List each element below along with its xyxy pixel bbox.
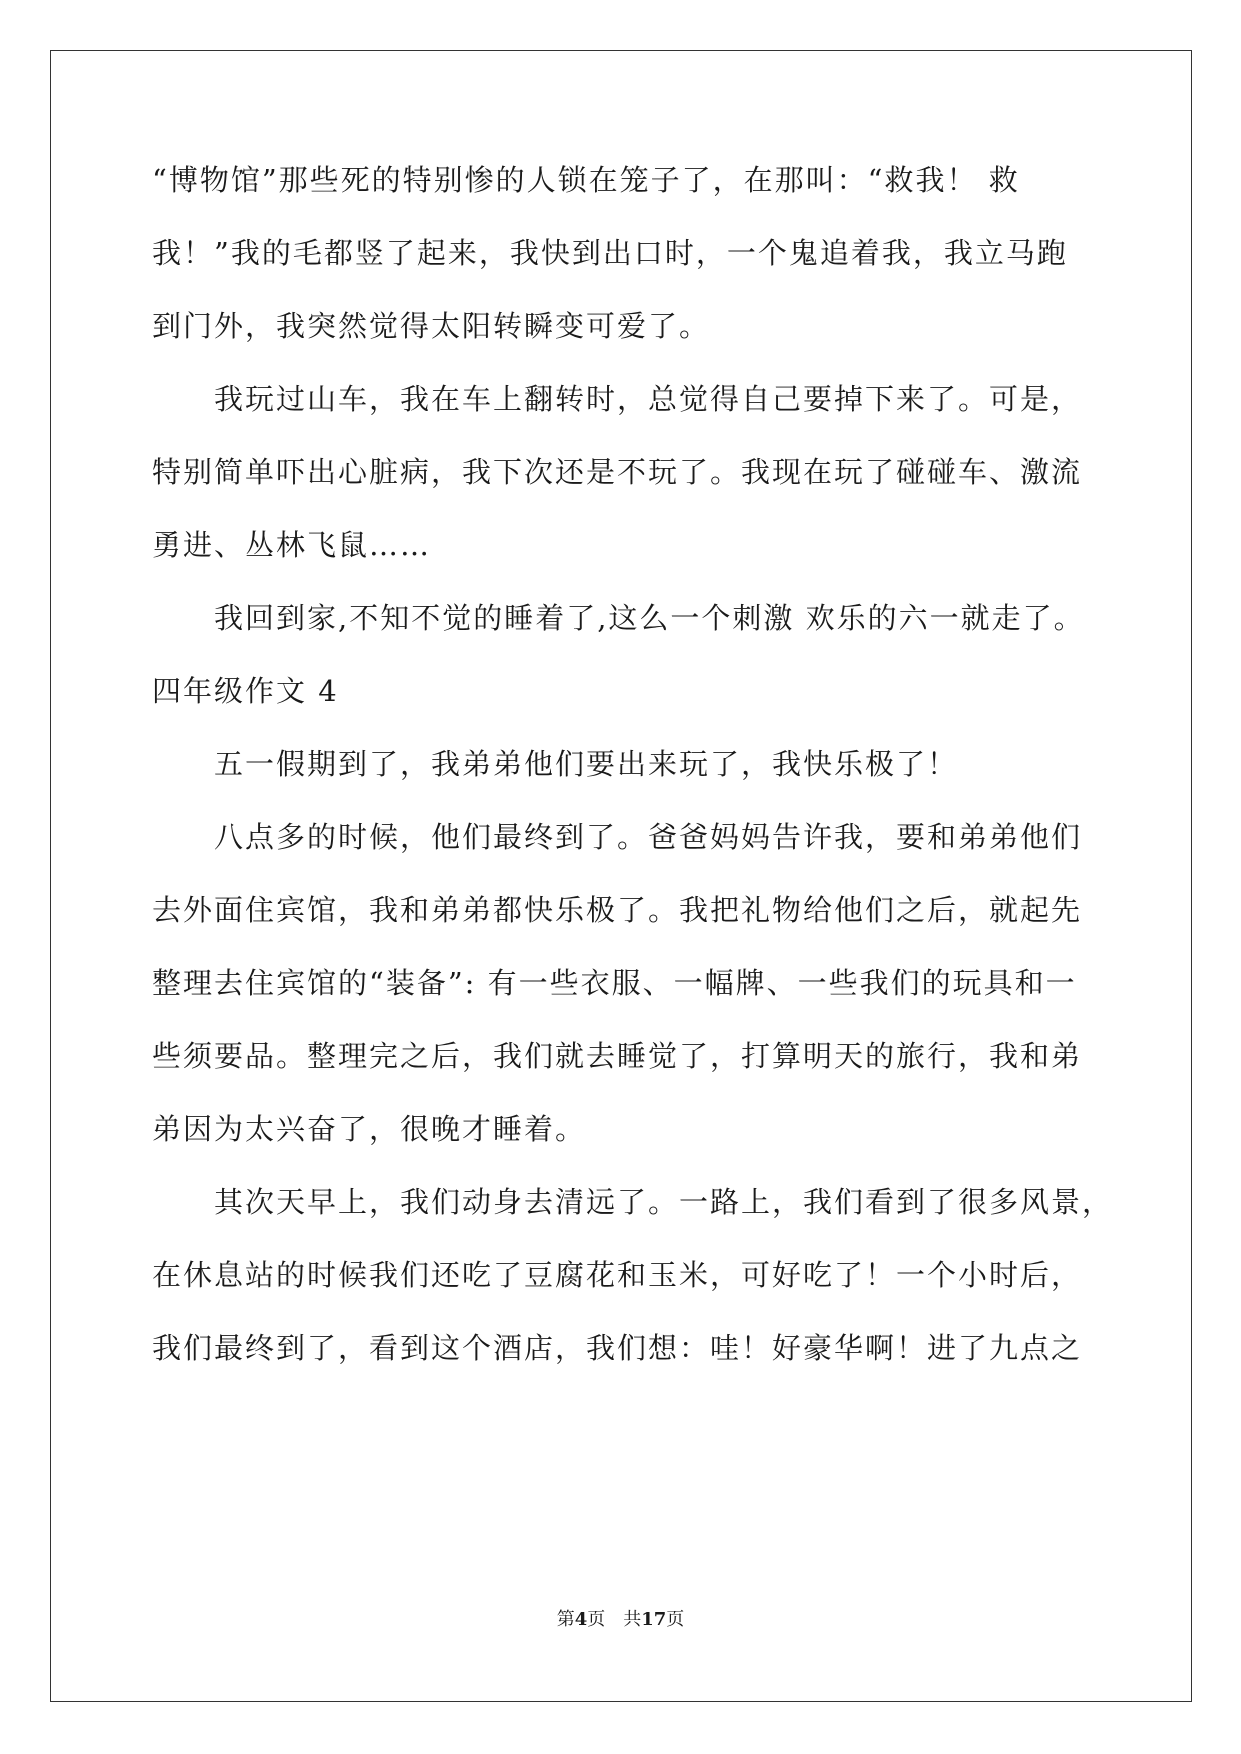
page-label-suffix: 页	[587, 1609, 606, 1630]
total-pages: 17	[641, 1609, 667, 1630]
text-line: 勇进、丛林飞鼠……	[152, 528, 432, 562]
section-heading: 四年级作文 4	[152, 674, 339, 708]
text-line: 些须要品。整理完之后，我们就去睡觉了，打算明天的旅行，我和弟	[152, 1039, 1083, 1073]
paragraph-start-line: 其次天早上，我们动身去清远了。一路上，我们看到了很多风景，	[214, 1185, 1114, 1219]
total-label-suffix: 页	[666, 1609, 685, 1630]
text-line: 到门外，我突然觉得太阳转瞬变可爱了。	[152, 309, 711, 343]
text-line: 去外面住宾馆，我和弟弟都快乐极了。我把礼物给他们之后，就起先	[152, 893, 1083, 927]
paragraph-start-line: 我玩过山车，我在车上翻转时，总觉得自己要掉下来了。可是，	[214, 382, 1083, 416]
page-border	[50, 50, 1192, 1702]
paragraph-start-line: 八点多的时候，他们最终到了。爸爸妈妈告许我，要和弟弟他们	[214, 820, 1083, 854]
text-line: 弟因为太兴奋了，很晚才睡着。	[152, 1112, 587, 1146]
page-number: 4	[574, 1609, 588, 1630]
page-footer	[0, 1608, 1241, 1632]
text-line: 特别简单吓出心脏病，我下次还是不玩了。我现在玩了碰碰车、激流	[152, 455, 1083, 489]
text-line: 在休息站的时候我们还吃了豆腐花和玉米，可好吃了！一个小时后，	[152, 1258, 1083, 1292]
paragraph-start-line: 我回到家,不知不觉的睡着了,这么一个刺激 欢乐的六一就走了。	[214, 601, 1085, 635]
page-label-prefix: 第	[556, 1609, 575, 1630]
text-line: 我！”我的毛都竖了起来，我快到出口时，一个鬼追着我，我立马跑	[152, 236, 1068, 270]
text-line: 整理去住宾馆的“装备”: 有一些衣服、一幅牌、一些我们的玩具和一	[152, 966, 1077, 1000]
paragraph-start-line: 五一假期到了，我弟弟他们要出来玩了，我快乐极了！	[214, 747, 959, 781]
text-line: “博物馆”那些死的特别惨的人锁在笼子了，在那叫：“救我！ 救	[152, 163, 1020, 197]
total-label-prefix: 共	[623, 1609, 642, 1630]
text-line: 我们最终到了，看到这个酒店，我们想：哇！好豪华啊！进了九点之	[152, 1331, 1083, 1365]
